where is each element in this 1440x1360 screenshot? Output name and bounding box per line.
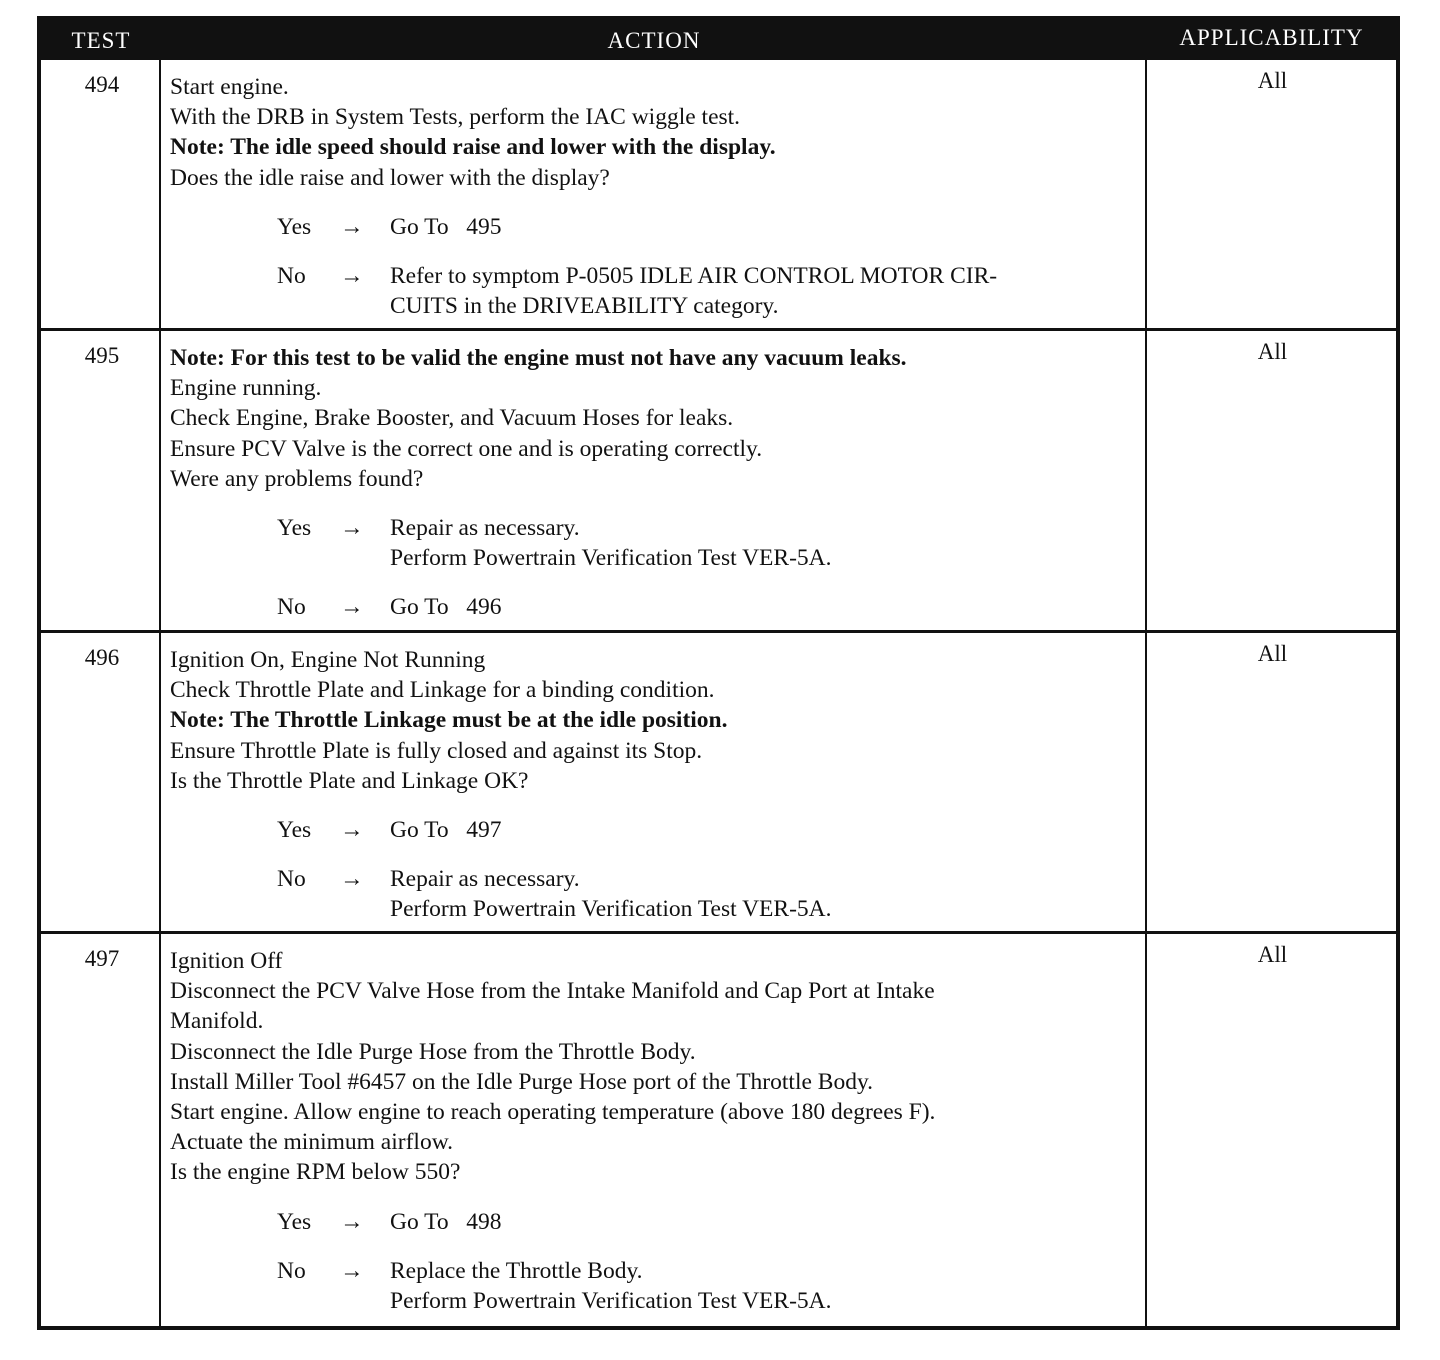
- arrow-right-icon: →: [340, 515, 364, 542]
- result-line: Go To 497: [390, 817, 502, 844]
- result-line: Go To 498: [390, 1208, 502, 1235]
- action-note: Note: The idle speed should raise and lower with the display.: [170, 134, 776, 161]
- action-step: Were any problems found?: [170, 465, 424, 492]
- test-table: [37, 16, 1400, 1330]
- result-line: Perform Powertrain Verification Test VER-5A.: [390, 1288, 832, 1315]
- arrow-right-icon: →: [340, 213, 364, 240]
- answer-key: Yes: [277, 213, 312, 240]
- answer-key: Yes: [277, 817, 312, 844]
- answer-yes: [170, 513, 1142, 573]
- answer-yes: [170, 212, 1142, 242]
- column-divider-test: [159, 60, 161, 1326]
- answer-yes: [170, 1207, 1142, 1237]
- action-step: Install Miller Tool #6457 on the Idle Purge Hose port of the Throttle Body.: [170, 1068, 874, 1095]
- action-step: Engine running.: [170, 375, 322, 402]
- answer-no: [170, 592, 1142, 622]
- action-step: Is the Throttle Plate and Linkage OK?: [170, 767, 529, 794]
- action-cell: [170, 946, 1142, 1335]
- answer-no: [170, 1256, 1142, 1316]
- answer-result: [390, 261, 1142, 321]
- action-note: Note: The Throttle Linkage must be at the idle position.: [170, 707, 728, 734]
- action-step: Disconnect the PCV Valve Hose from the Intake Manifold and Cap Port at Intake: [170, 978, 935, 1005]
- test-number: 495: [84, 343, 120, 368]
- answer-result: [390, 1256, 1142, 1316]
- arrow-right-icon: →: [340, 594, 364, 621]
- action-step: Does the idle raise and lower with the display?: [170, 164, 610, 191]
- action-step: Ensure PCV Valve is the correct one and is operating correctly.: [170, 435, 763, 462]
- action-step: Is the engine RPM below 550?: [170, 1159, 461, 1186]
- answer-no: [170, 864, 1142, 924]
- answer-list: [170, 1207, 1142, 1317]
- arrow-right-icon: →: [340, 866, 364, 893]
- header-action: ACTION: [607, 28, 701, 53]
- arrow-right-icon: →: [340, 817, 364, 844]
- answer-no: [170, 261, 1142, 321]
- answer-key: Yes: [277, 1208, 312, 1235]
- action-step: Check Engine, Brake Booster, and Vacuum Hoses for leaks.: [170, 405, 734, 432]
- applicability-cell: All: [1257, 339, 1288, 364]
- answer-result: [390, 592, 1142, 622]
- answer-list: [170, 815, 1142, 925]
- answer-yes: [170, 815, 1142, 845]
- answer-key: No: [277, 866, 306, 893]
- action-step: Check Throttle Plate and Linkage for a binding condition.: [170, 677, 715, 704]
- action-cell: [170, 343, 1142, 642]
- action-cell: [170, 645, 1142, 944]
- column-divider-applicability: [1145, 60, 1147, 1326]
- result-line: Perform Powertrain Verification Test VER-5A.: [390, 545, 832, 572]
- answer-list: [170, 513, 1142, 623]
- applicability-cell: All: [1257, 942, 1288, 967]
- result-line: Replace the Throttle Body.: [390, 1257, 643, 1284]
- result-line: CUITS in the DRIVEABILITY category.: [390, 293, 779, 320]
- header-test: TEST: [71, 28, 131, 53]
- table-header: [41, 20, 1396, 60]
- result-line: Go To 495: [390, 213, 502, 240]
- action-step: Manifold.: [170, 1008, 264, 1035]
- action-step: Start engine.: [170, 74, 289, 100]
- answer-result: [390, 212, 1142, 242]
- action-cell: [170, 72, 1142, 340]
- answer-key: No: [277, 1257, 306, 1284]
- arrow-right-icon: →: [340, 263, 364, 290]
- arrow-right-icon: →: [340, 1257, 364, 1284]
- result-line: Repair as necessary.: [390, 866, 580, 893]
- result-line: Go To 496: [390, 594, 502, 621]
- action-note: Note: For this test to be valid the engine must not have any vacuum leaks.: [170, 345, 907, 371]
- answer-key: No: [277, 263, 306, 290]
- action-step: Actuate the minimum airflow.: [170, 1129, 454, 1156]
- action-step: With the DRB in System Tests, perform the IAC wiggle test.: [170, 104, 741, 131]
- answer-key: Yes: [277, 515, 312, 542]
- answer-result: [390, 1207, 1142, 1237]
- action-step: Disconnect the Idle Purge Hose from the Throttle Body.: [170, 1038, 696, 1065]
- result-line: Repair as necessary.: [390, 515, 580, 542]
- test-number: 494: [84, 72, 120, 97]
- action-step: Ignition Off: [170, 948, 283, 974]
- result-line: Refer to symptom P-0505 IDLE AIR CONTROL MOTOR CIR-: [390, 263, 998, 290]
- test-number: 496: [84, 645, 120, 670]
- action-step: Ensure Throttle Plate is fully closed and against its Stop.: [170, 737, 703, 764]
- action-step: Ignition On, Engine Not Running: [170, 647, 486, 673]
- header-applicability: APPLICABILITY: [1179, 25, 1364, 50]
- answer-key: No: [277, 594, 306, 621]
- applicability-cell: All: [1257, 68, 1288, 93]
- answer-result: [390, 864, 1142, 924]
- action-step: Start engine. Allow engine to reach operating temperature (above 180 degrees F).: [170, 1099, 936, 1126]
- answer-result: [390, 815, 1142, 845]
- answer-list: [170, 212, 1142, 322]
- arrow-right-icon: →: [340, 1208, 364, 1235]
- answer-result: [390, 513, 1142, 573]
- result-line: Perform Powertrain Verification Test VER-5A.: [390, 896, 832, 923]
- test-number: 497: [84, 946, 120, 971]
- applicability-cell: All: [1257, 641, 1288, 666]
